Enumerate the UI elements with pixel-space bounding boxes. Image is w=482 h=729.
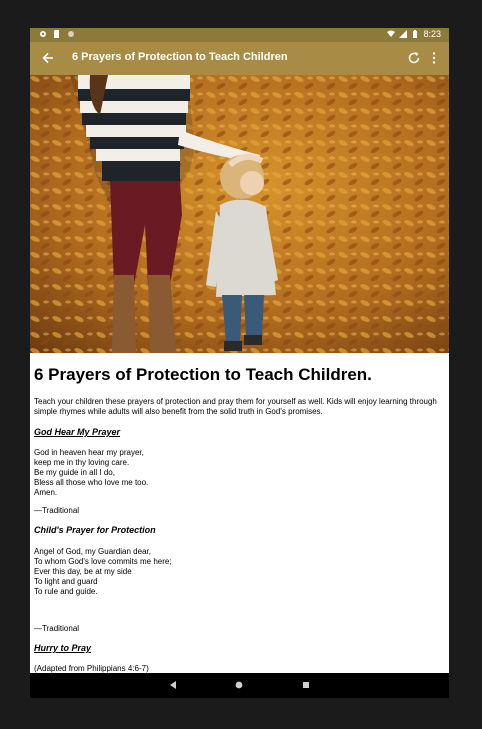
autumn-walk-illustration <box>30 75 449 353</box>
verse-line: Ever this day, be at my side <box>34 567 132 576</box>
status-time: 8:23 <box>423 29 441 39</box>
app-bar-title: 6 Prayers of Protection to Teach Children <box>72 51 288 63</box>
system-nav-bar <box>30 673 449 698</box>
device-screen <box>30 28 449 698</box>
prayer-heading[interactable]: Hurry to Pray <box>34 643 92 653</box>
sd-card-icon <box>53 30 61 38</box>
battery-icon <box>411 30 419 38</box>
article-content[interactable] <box>30 353 449 673</box>
circle-icon <box>67 30 75 38</box>
verse-line: Bless all those who love me too. <box>34 478 149 487</box>
verse-line: God in heaven hear my prayer, <box>34 448 144 457</box>
home-circle-icon[interactable] <box>234 680 244 690</box>
verse-line: Amen. <box>34 488 58 497</box>
refresh-icon[interactable] <box>407 51 421 65</box>
verse-line: Be my guide in all I do, <box>34 468 115 477</box>
verse-line: keep me in thy loving care. <box>34 458 130 467</box>
wifi-icon <box>387 30 395 38</box>
back-arrow-icon[interactable] <box>40 50 56 66</box>
hero-image <box>30 75 449 353</box>
status-bar <box>30 28 449 42</box>
prayer-heading: Child's Prayer for Protection <box>34 525 156 535</box>
article-title: 6 Prayers of Protection to Teach Children. <box>34 365 372 384</box>
verse-line: To rule and guide. <box>34 587 98 596</box>
more-vert-icon[interactable] <box>427 51 441 65</box>
prayer-heading[interactable]: God Hear My Prayer <box>34 427 121 437</box>
gear-icon <box>39 30 47 38</box>
prayer-verse <box>34 547 172 597</box>
verse-line: To light and guard <box>34 577 98 586</box>
verse-line: To whom God's love commits me here; <box>34 557 172 566</box>
app-bar <box>30 42 449 75</box>
back-triangle-icon[interactable] <box>168 680 178 690</box>
article-intro: Teach your children these prayers of protection and pray them for yourself as well. Kids will enjoy learning through simple rhymes while adults will also benefit from the solid truth in God's promises. <box>34 397 437 416</box>
verse-line: Angel of God, my Guardian dear, <box>34 547 151 556</box>
signal-icon <box>399 30 407 38</box>
prayer-verse <box>34 448 148 498</box>
recents-square-icon[interactable] <box>301 680 311 690</box>
prayer-attribution: —Traditional <box>34 624 80 633</box>
prayer-verse <box>34 664 149 673</box>
prayer-attribution: —Traditional <box>34 506 80 515</box>
verse-line: (Adapted from Philippians 4:6-7) <box>34 664 149 673</box>
